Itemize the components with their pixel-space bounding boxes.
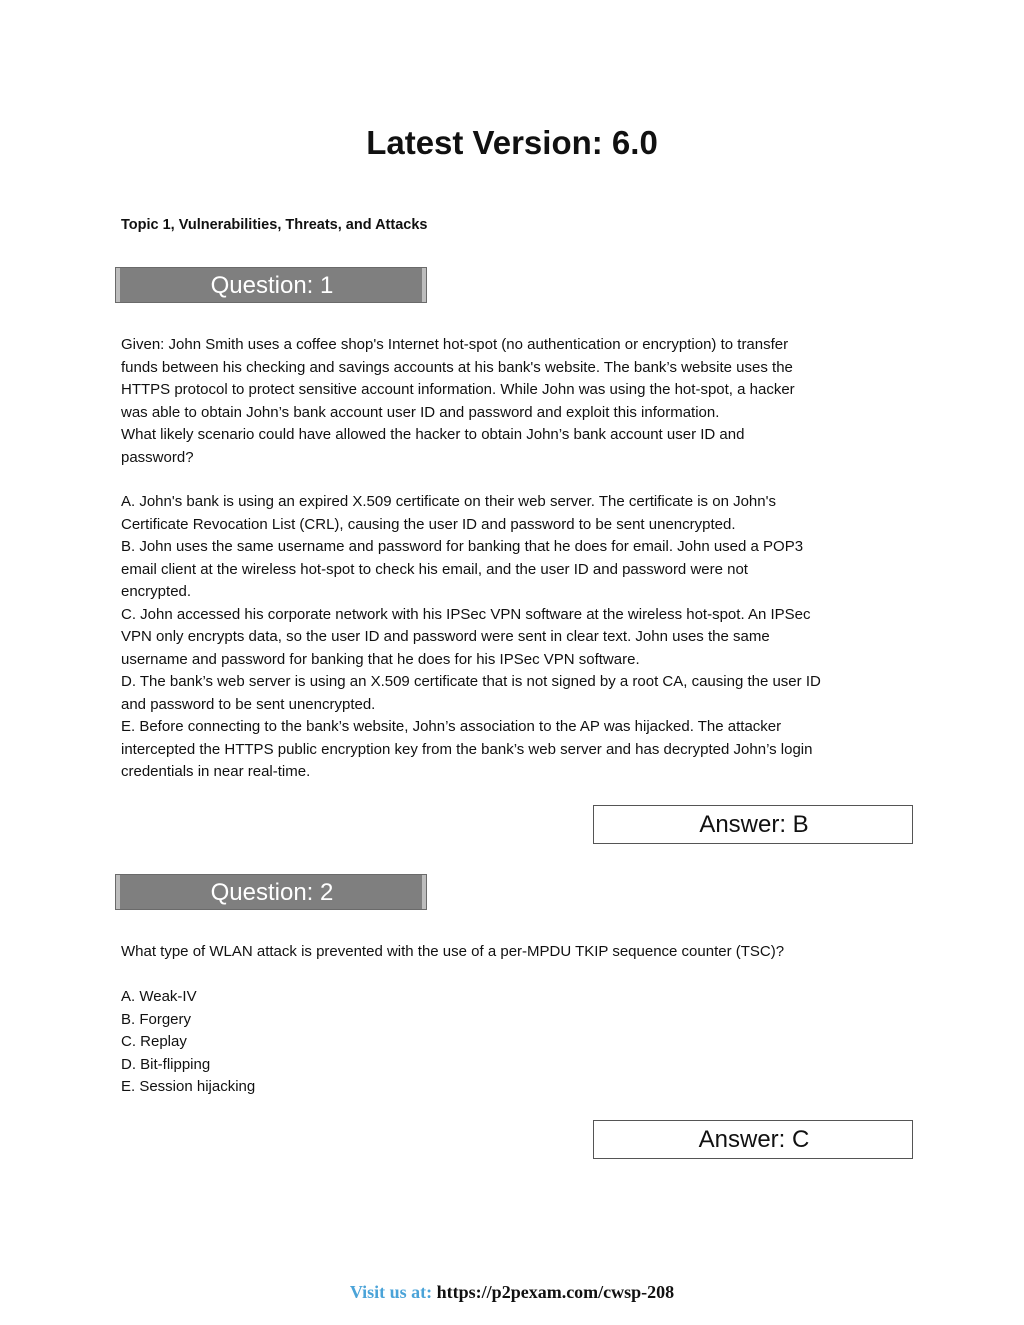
- question-1-line: Given: John Smith uses a coffee shop's Internet hot-spot (no authentication or encryption) to transfer: [121, 336, 789, 353]
- option-line: D. Bit-flipping: [121, 1055, 211, 1073]
- question-1-line: password?: [121, 448, 194, 466]
- answer-2-box: [593, 1120, 913, 1159]
- option-line: username and password for banking that he does for his IPSec VPN software.: [121, 650, 640, 668]
- topic-heading: Topic 1, Vulnerabilities, Threats, and Attacks: [121, 217, 428, 233]
- question-2-banner: [115, 874, 427, 910]
- option-line: Certificate Revocation List (CRL), causing the user ID and password to be sent unencrypted.: [121, 515, 736, 533]
- option-line: email client at the wireless hot-spot to check his email, and the user ID and password were not: [121, 560, 748, 578]
- option-line: intercepted the HTTPS public encryption key from the bank’s web server and has decrypted John’s login: [121, 740, 813, 758]
- option-line: VPN only encrypts data, so the user ID and password were sent in clear text. John uses the same: [121, 628, 770, 645]
- footer-url-link[interactable]: https://p2pexam.com/cwsp-208: [436, 1282, 675, 1302]
- question-1-options: [121, 491, 911, 784]
- footer-visit-label: Visit us at:: [349, 1282, 433, 1302]
- footer: [0, 1282, 1024, 1303]
- option-line: B. John uses the same username and password for banking that he does for email. John used a POP3: [121, 538, 804, 555]
- question-2-line: What type of WLAN attack is prevented with the use of a per-MPDU TKIP sequence counter (TSC)?: [121, 943, 785, 960]
- question-1-line: was able to obtain John’s bank account user ID and password and exploit this information.: [121, 403, 720, 421]
- question-2-options: [121, 986, 911, 1099]
- option-line: B. Forgery: [121, 1010, 192, 1028]
- question-1-banner: [115, 267, 427, 303]
- page-title: Latest Version: 6.0: [366, 124, 658, 161]
- question-1-line: What likely scenario could have allowed the hacker to obtain John’s bank account user ID and: [121, 426, 745, 443]
- option-line: C. Replay: [121, 1033, 187, 1050]
- question-1-line: funds between his checking and savings accounts at his bank's website. The bank’s website uses the: [121, 358, 793, 376]
- option-line: E. Session hijacking: [121, 1078, 256, 1095]
- option-line: credentials in near real-time.: [121, 763, 311, 780]
- option-line: D. The bank’s web server is using an X.509 certificate that is not signed by a root CA, causing the user ID: [121, 673, 821, 690]
- answer-2-label: Answer: C: [698, 1126, 810, 1153]
- question-2-label: Question: 2: [210, 879, 334, 906]
- question-1-line: HTTPS protocol to protect sensitive account information. While John was using the hot-spot, a hacker: [121, 381, 795, 398]
- answer-1-box: [593, 805, 913, 844]
- question-1-text: [121, 334, 911, 469]
- answer-1-label: Answer: B: [699, 811, 809, 838]
- option-line: C. John accessed his corporate network with his IPSec VPN software at the wireless hot-spot. An IPSec: [121, 605, 811, 623]
- option-line: A. John's bank is using an expired X.509 certificate on their web server. The certificate is on John's: [121, 493, 776, 510]
- option-line: E. Before connecting to the bank’s website, John’s association to the AP was hijacked. The attacker: [121, 718, 782, 735]
- question-1-label: Question: 1: [210, 272, 334, 299]
- option-line: and password to be sent unencrypted.: [121, 695, 376, 713]
- option-line: encrypted.: [121, 583, 192, 600]
- question-2-text: [121, 941, 911, 964]
- option-line: A. Weak-IV: [121, 988, 197, 1005]
